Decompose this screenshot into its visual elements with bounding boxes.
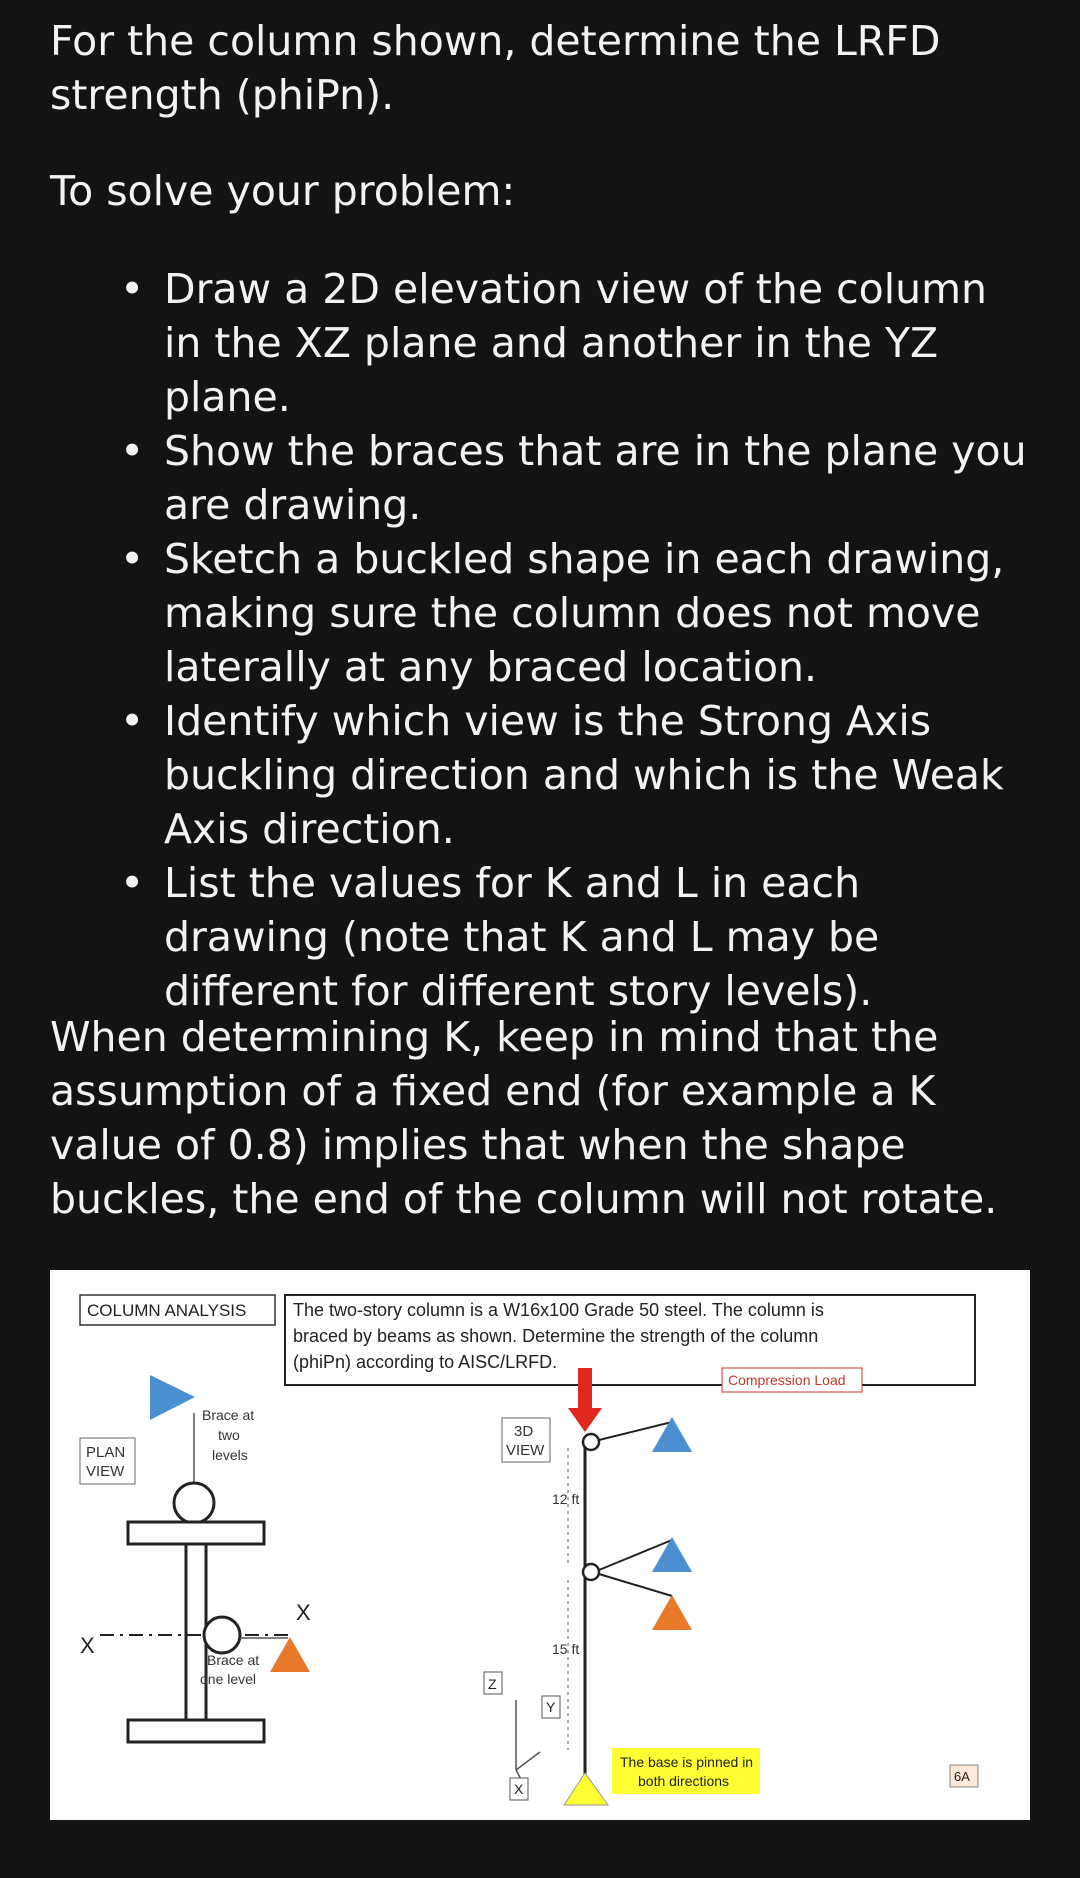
brace-pin-circle (204, 1617, 240, 1653)
blue-triangle-icon (652, 1537, 692, 1572)
top-pin (583, 1434, 599, 1450)
brace-pin-circle (174, 1483, 214, 1523)
axis-y-line (516, 1752, 540, 1770)
orange-triangle-icon (270, 1637, 310, 1672)
instructions-heading: To solve your problem: (50, 167, 516, 215)
brace-one-label: one level (200, 1671, 257, 1687)
orange-triangle-icon (652, 1595, 692, 1630)
axis-x-right: X (296, 1600, 311, 1625)
brace-two-label: Brace at (202, 1407, 255, 1423)
description-line: braced by beams as shown. Determine the strength of the column (293, 1326, 819, 1346)
k-value-note: When determining K, keep in mind that the assumption of a fixed end (for example a K value of 0.8) implies that when the shape buckles, the end of the column will not rotate. (50, 1013, 998, 1223)
header-label: COLUMN ANALYSIS (87, 1301, 247, 1320)
i-beam-top-flange (128, 1522, 264, 1544)
blue-triangle-icon (150, 1375, 195, 1420)
view-3d-label: VIEW (506, 1442, 545, 1459)
i-beam-bottom-flange (128, 1720, 264, 1742)
compression-arrow-shaft (578, 1368, 592, 1410)
base-note: both directions (638, 1773, 730, 1789)
column-analysis-figure (50, 1270, 1030, 1820)
pinned-base-icon (564, 1773, 608, 1805)
mid-pin (583, 1564, 599, 1580)
plan-view-label: PLAN (86, 1444, 126, 1461)
list-item: • Draw a 2D elevation view of the column in the XZ plane and another in the YZ plane. (120, 262, 1030, 424)
description-line: (phiPn) according to AISC/LRFD. (293, 1352, 558, 1372)
list-item: • List the values for K and L in each drawing (note that K and L may be different for different story levels). (120, 856, 1030, 1018)
axis-y: Y (546, 1699, 556, 1715)
list-item: • Identify which view is the Strong Axis buckling direction and which is the Weak Axis direction. (120, 694, 1030, 856)
upper-length: 12 ft (552, 1491, 580, 1507)
plan-view-label: VIEW (86, 1463, 125, 1480)
figure-drawing (50, 1270, 1030, 1820)
figure-id: 6A (954, 1769, 970, 1784)
list-item: • Sketch a buckled shape in each drawing, making sure the column does not move laterally at any braced location. (120, 532, 1030, 694)
mid-brace-lower (599, 1574, 672, 1596)
description-line: The two-story column is a W16x100 Grade 50 steel. The column is (293, 1300, 824, 1320)
brace-two-label: two (218, 1427, 240, 1443)
axis-x-left: X (80, 1633, 95, 1658)
lower-length: 15 ft (552, 1641, 580, 1657)
base-note: The base is pinned in (620, 1754, 754, 1770)
compression-label: Compression Load (728, 1372, 846, 1388)
blue-triangle-icon (652, 1417, 692, 1452)
list-item: • Show the braces that are in the plane you are drawing. (120, 424, 1030, 532)
compression-arrow-icon (568, 1408, 602, 1432)
brace-two-label: levels (212, 1447, 248, 1463)
axis-z: Z (488, 1676, 497, 1692)
brace-one-label: Brace at (207, 1652, 260, 1668)
view-3d-label: 3D (514, 1423, 534, 1440)
problem-title: For the column shown, determine the LRFD strength (phiPn). (50, 17, 941, 119)
instruction-list (120, 262, 1030, 1018)
axis-x: X (514, 1781, 524, 1797)
